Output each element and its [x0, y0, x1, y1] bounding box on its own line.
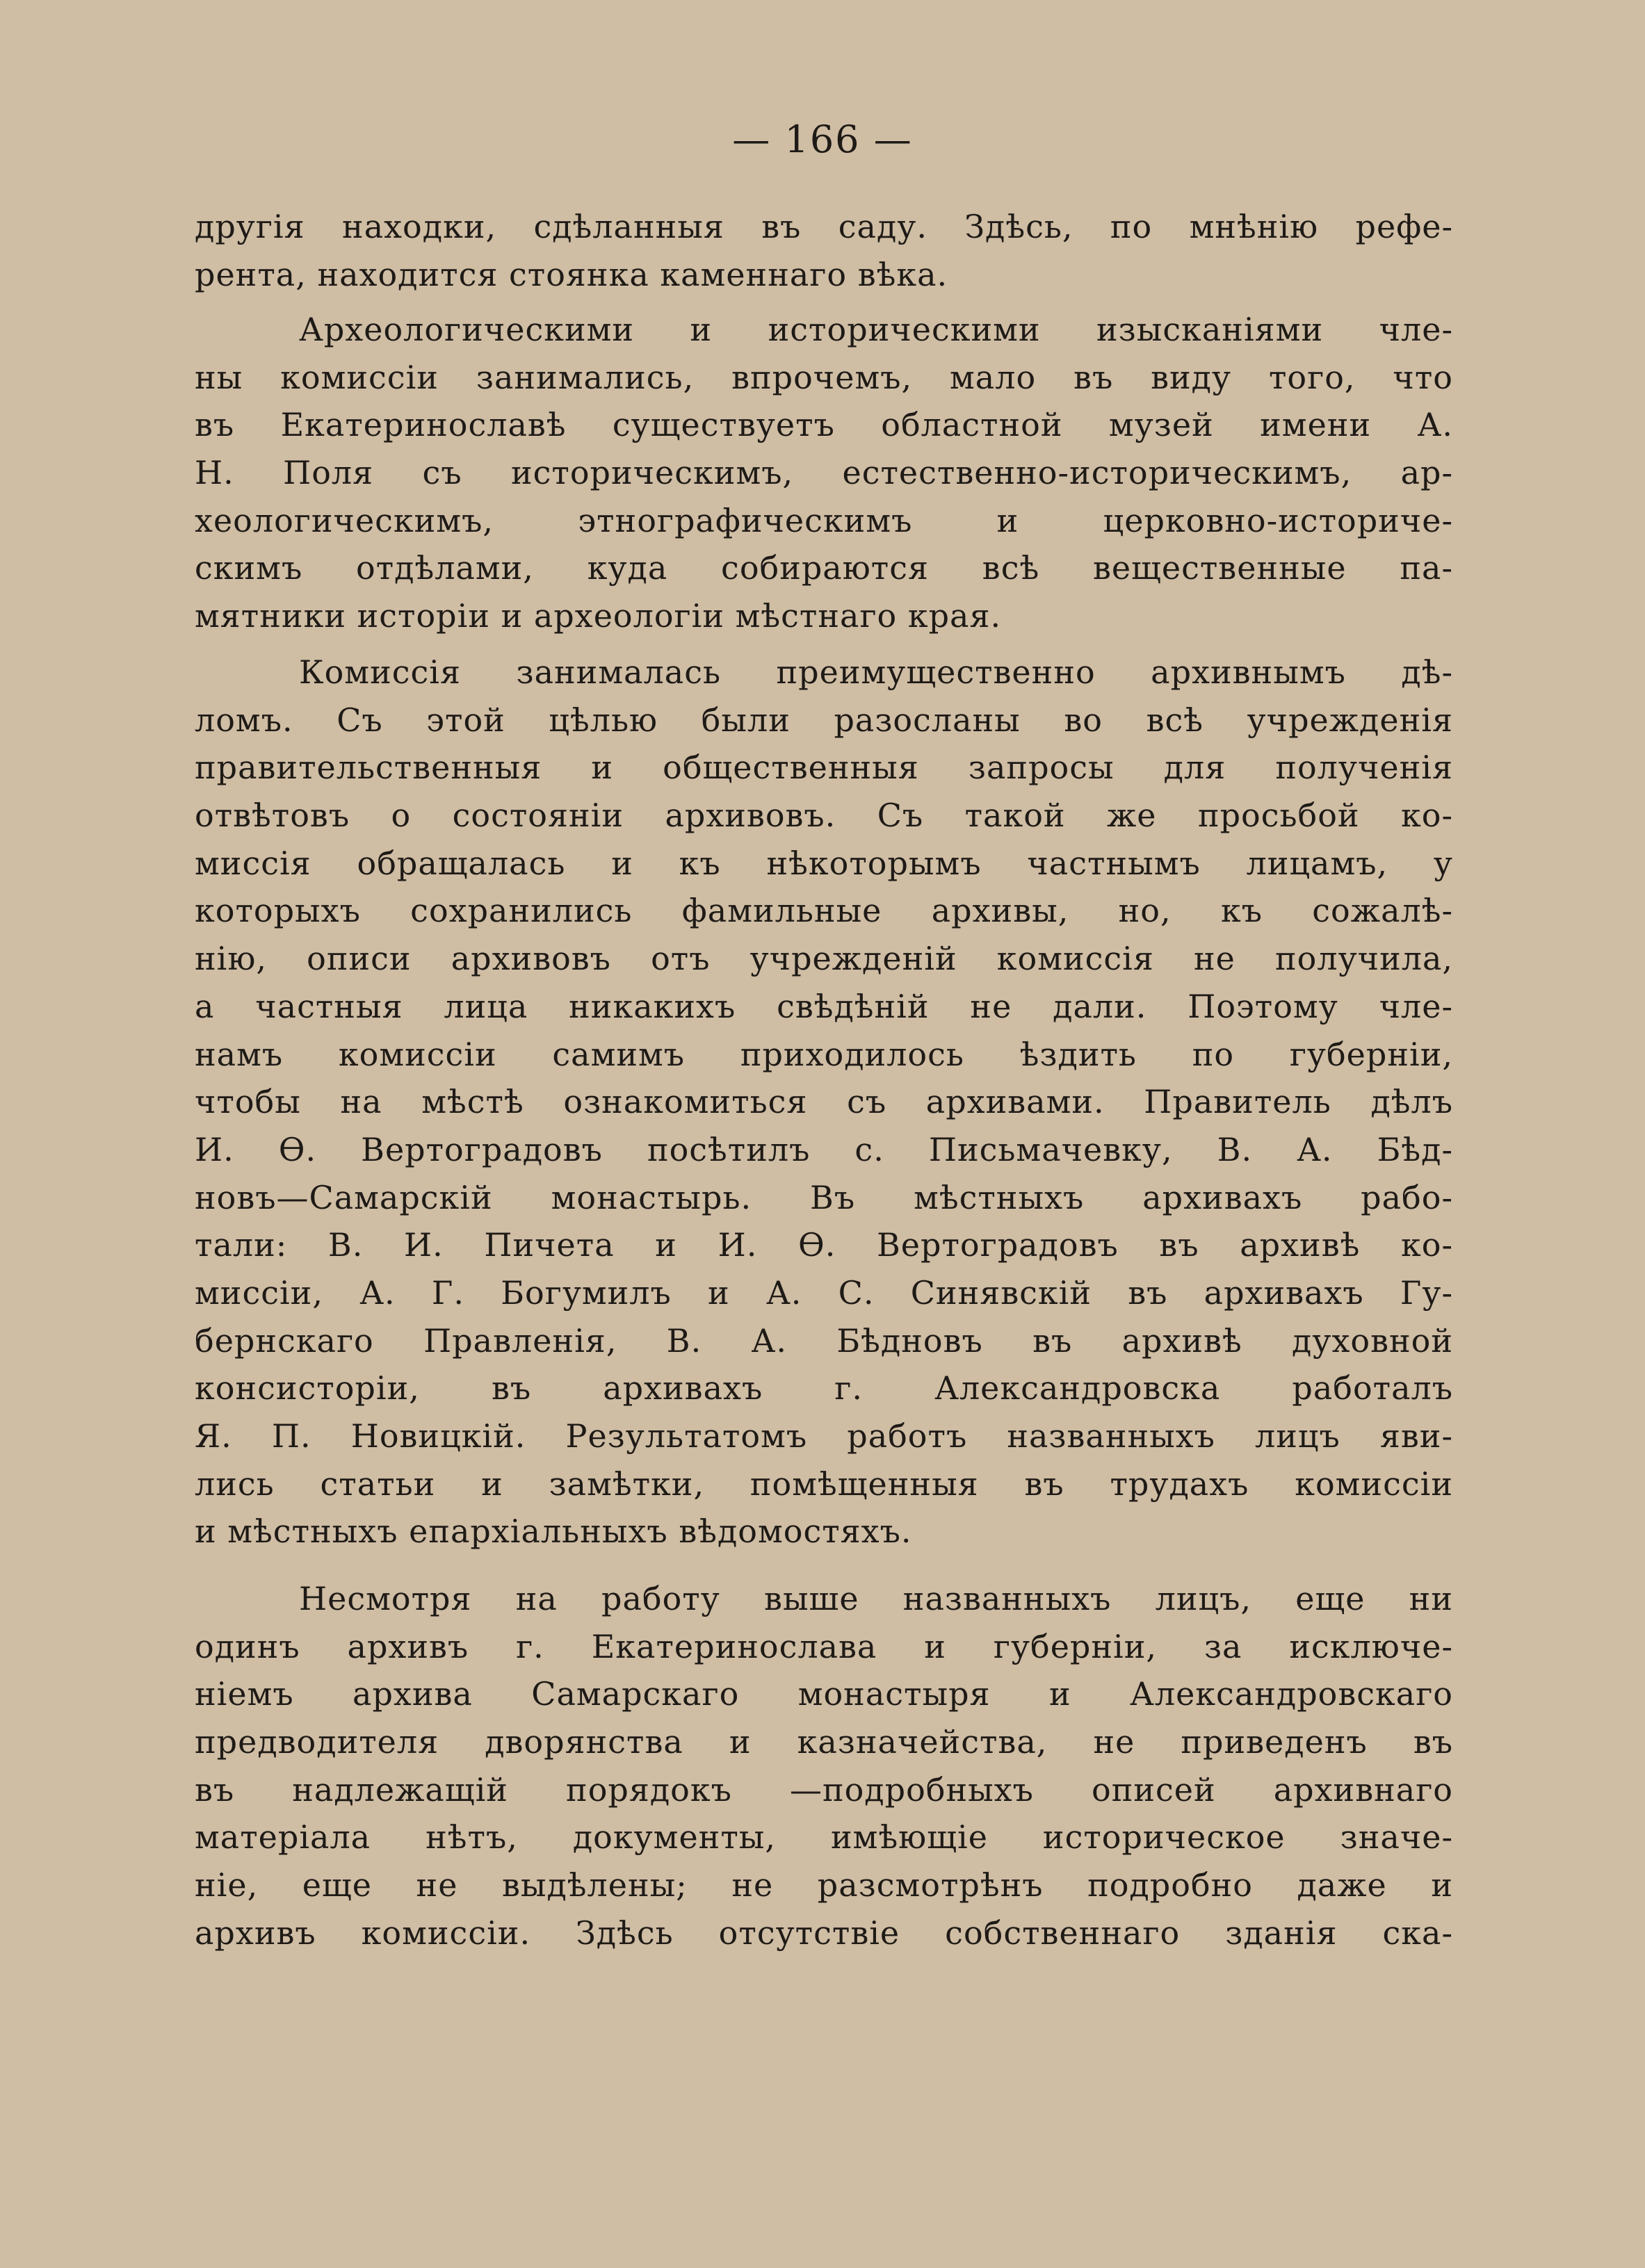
text-line: хеологическимъ, этнографическимъ и церковно-историче- [195, 501, 1453, 539]
text-line: миссія обращалась и къ нѣкоторымъ частнымъ лицамъ, у [195, 844, 1453, 882]
paragraph-4 [195, 1575, 1453, 1957]
text-line: чтобы на мѣстѣ ознакомиться съ архивами. Правитель дѣлъ [195, 1083, 1453, 1121]
text-line: Н. Поля съ историческимъ, естественно-историческимъ, ар- [195, 454, 1453, 492]
text-line: новъ—Самарскій монастырь. Въ мѣстныхъ архивахъ рабо- [195, 1178, 1453, 1216]
text-line: въ Екатеринославѣ существуетъ областной музей имени А. [195, 406, 1453, 444]
text-line: въ надлежащій порядокъ —подробныхъ описей архивнаго [195, 1770, 1453, 1809]
text-line: рента, находится стоянка каменнаго вѣка. [195, 255, 948, 293]
text-line: матеріала нѣтъ, документы, имѣющіе историческое значе- [195, 1818, 1453, 1857]
text-line: нію, описи архивовъ отъ учрежденій комиссія не получила, [195, 940, 1453, 978]
text-line: другія находки, сдѣланныя въ саду. Здѣсь, по мнѣнію рефе- [195, 208, 1453, 245]
paragraph-2 [195, 306, 1453, 640]
text-line: И. Ѳ. Вертоградовъ посѣтилъ с. Письмачевку, В. А. Бѣд- [195, 1130, 1453, 1168]
text-line: тали: В. И. Пичета и И. Ѳ. Вертоградовъ въ архивѣ ко- [195, 1226, 1453, 1264]
text-line: лись статьи и замѣтки, помѣщенныя въ трудахъ комиссіи [195, 1465, 1453, 1503]
text-line: Археологическими и историческими изысканіями чле- [299, 311, 1453, 348]
paragraph-1 [195, 203, 1453, 298]
text-line: ны комиссіи занимались, впрочемъ, мало въ виду того, что [195, 358, 1453, 396]
text-line: Комиссія занималась преимущественно архивнымъ дѣ- [299, 653, 1453, 691]
text-line: правительственныя и общественныя запросы для полученія [195, 749, 1453, 787]
text-line: а частныя лица никакихъ свѣдѣній не дали. Поэтому чле- [195, 987, 1453, 1025]
text-line: бернскаго Правленія, В. А. Бѣдновъ въ архивѣ духовной [195, 1321, 1453, 1360]
text-line: мятники исторіи и археологіи мѣстнаго края. [195, 597, 1002, 635]
text-line: скимъ отдѣлами, куда собираются всѣ вещественные па- [195, 549, 1453, 587]
text-line: Я. П. Новицкій. Результатомъ работъ названныхъ лицъ яви- [195, 1417, 1453, 1455]
text-line: Несмотря на работу выше названныхъ лицъ, еще ни [299, 1580, 1453, 1617]
text-line: миссіи, А. Г. Богумилъ и А. С. Синявскій въ архивахъ Гу- [195, 1273, 1453, 1312]
text-line: ніемъ архива Самарскаго монастыря и Александровскаго [195, 1675, 1453, 1713]
text-line: отвѣтовъ о состояніи архивовъ. Съ такой же просьбой ко- [195, 797, 1453, 835]
text-line: которыхъ сохранились фамильные архивы, но, къ сожалѣ- [195, 892, 1453, 930]
text-line: архивъ комиссіи. Здѣсь отсутствіе собственнаго зданія ска- [195, 1914, 1453, 1952]
text-line: ломъ. Съ этой цѣлью были разосланы во всѣ учрежденія [195, 701, 1453, 739]
text-line: и мѣстныхъ епархіальныхъ вѣдомостяхъ. [195, 1512, 912, 1551]
text-line: предводителя дворянства и казначейства, не приведенъ въ [195, 1723, 1453, 1761]
text-line: намъ комиссіи самимъ приходилось ѣздить по губерніи, [195, 1035, 1453, 1073]
paragraph-3 [195, 648, 1453, 1556]
text-line: консисторіи, въ архивахъ г. Александровска работалъ [195, 1369, 1453, 1408]
text-line: ніе, еще не выдѣлены; не разсмотрѣнъ подробно даже и [195, 1866, 1453, 1904]
page-number: — 166 — [732, 117, 913, 161]
text-line: одинъ архивъ г. Екатеринослава и губерніи, за исключе- [195, 1627, 1453, 1665]
